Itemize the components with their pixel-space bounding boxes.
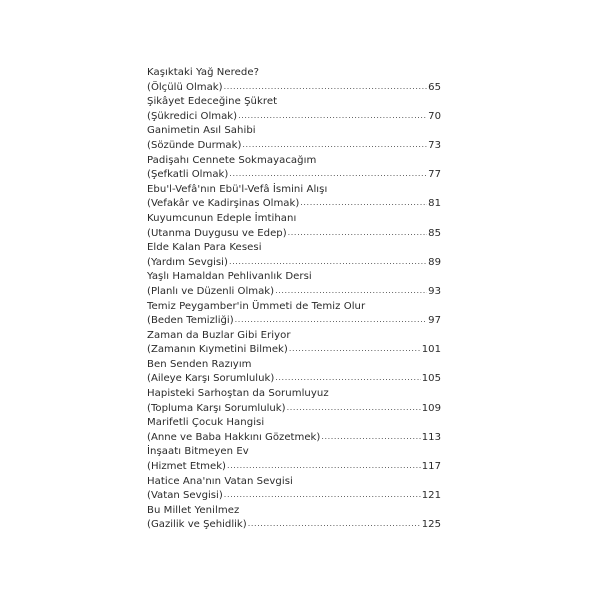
toc-entry-page-number: 81 <box>428 198 441 210</box>
toc-entry-title: Ben Senden Razıyım <box>147 358 252 370</box>
toc-entry-title: Hatice Ana'nın Vatan Sevgisi <box>147 475 293 487</box>
toc-entry-title: Kaşıktaki Yağ Nerede? <box>147 67 260 78</box>
toc-entry <box>147 241 441 270</box>
dot-leader <box>288 226 428 241</box>
toc-entry-subline <box>147 81 441 96</box>
toc-entry-subtitle: (Yardım Sevgisi) <box>147 256 228 268</box>
toc-entry-subtitle: (Şefkatli Olmak) <box>147 169 229 181</box>
toc-entry-subline <box>147 110 441 125</box>
toc-entry-subtitle: (Ölçülü Olmak) <box>147 81 223 93</box>
toc-entry-page-number: 73 <box>428 139 441 151</box>
toc-entry-page-number: 65 <box>428 81 441 93</box>
toc-entry-page-number: 77 <box>428 169 441 181</box>
dot-leader <box>321 430 420 445</box>
toc-entry-subtitle: (Topluma Karşı Sorumluluk) <box>147 402 286 414</box>
dot-leader <box>224 488 421 503</box>
toc-entry <box>147 358 441 387</box>
toc-entry-subtitle: (Vatan Sevgisi) <box>147 490 223 502</box>
toc-entry-subline <box>147 139 441 154</box>
toc-entry-subline <box>147 256 441 271</box>
toc-entry-subline <box>147 343 441 358</box>
toc-entry <box>147 154 441 183</box>
dot-leader <box>235 313 427 328</box>
toc-entry <box>147 445 441 474</box>
toc-entry-title: Kuyumcunun Edeple İmtihanı <box>147 212 297 224</box>
toc-entry-subline <box>147 460 441 475</box>
dot-leader <box>227 459 421 474</box>
toc-entry <box>147 95 441 124</box>
dot-leader <box>275 371 420 386</box>
toc-entry-subline <box>147 402 441 417</box>
toc-entry <box>147 329 441 358</box>
toc-entry <box>147 124 441 153</box>
dot-leader <box>229 255 427 270</box>
dot-leader <box>242 138 427 153</box>
toc-entry-title: Padişahı Cennete Sokmayacağım <box>147 154 317 166</box>
toc-entry-page-number: 117 <box>421 461 441 473</box>
toc-entry-title: Şikâyet Edeceğine Şükret <box>147 96 278 108</box>
toc-entry-subtitle: (Şükredici Olmak) <box>147 110 238 122</box>
toc-entry-page-number: 97 <box>428 315 441 327</box>
toc-entry-subtitle: (Beden Temizliği) <box>147 315 234 327</box>
toc-entry <box>147 475 441 504</box>
toc-entry-page-number: 93 <box>428 285 441 297</box>
toc-entry <box>147 270 441 299</box>
toc-entry-subtitle: (Anne ve Baba Hakkını Gözetmek) <box>147 431 321 443</box>
dot-leader <box>300 196 427 211</box>
toc-entry-page-number: 89 <box>428 256 441 268</box>
toc-entry-subline <box>147 314 441 329</box>
dot-leader <box>224 80 428 95</box>
toc-entry <box>147 416 441 445</box>
toc-entry-page-number: 125 <box>421 519 441 531</box>
toc-entry-subline <box>147 197 441 212</box>
toc-entry-subtitle: (Gazilik ve Şehidlik) <box>147 519 247 531</box>
toc-entry-page-number: 70 <box>428 110 441 122</box>
toc-entry-title: Zaman da Buzlar Gibi Eriyor <box>147 329 291 341</box>
toc-entry <box>147 300 441 329</box>
dot-leader <box>289 342 421 357</box>
toc-entry-subtitle: (Aileye Karşı Sorumluluk) <box>147 373 275 385</box>
toc-entry-subtitle: (Sözünde Durmak) <box>147 139 242 151</box>
toc-entry-page-number: 101 <box>421 344 441 356</box>
toc-entry-title: Hapisteki Sarhoştan da Sorumluyuz <box>147 388 329 400</box>
toc-entry <box>147 387 441 416</box>
dot-leader <box>248 517 421 532</box>
toc-entry-title: Bu Millet Yenilmez <box>147 504 240 516</box>
toc-entry-page-number: 85 <box>428 227 441 239</box>
toc-entry-title: Yaşlı Hamaldan Pehlivanlık Dersi <box>147 271 312 283</box>
toc-entry-page-number: 105 <box>421 373 441 385</box>
toc-entry <box>147 504 441 533</box>
toc-entry <box>147 183 441 212</box>
toc-entry-subline <box>147 168 441 183</box>
toc-entry-subline <box>147 227 441 242</box>
toc-entry-subtitle: (Planlı ve Düzenli Olmak) <box>147 285 275 297</box>
toc-entry <box>147 212 441 241</box>
toc-entry-page-number: 109 <box>421 402 441 414</box>
toc-entry-subline <box>147 372 441 387</box>
toc-entry-subtitle: (Hizmet Etmek) <box>147 461 227 473</box>
toc-entry-title: Temiz Peygamber'in Ümmeti de Temiz Olur <box>147 300 366 312</box>
toc-entry-subtitle: (Vefakâr ve Kadirşinas Olmak) <box>147 198 300 210</box>
toc-entry-subline <box>147 518 441 533</box>
table-of-contents <box>147 66 441 533</box>
toc-entry-subline <box>147 431 441 446</box>
toc-entry-title: İnşaatı Bitmeyen Ev <box>147 446 249 458</box>
toc-entry-title: Ganimetin Asıl Sahibi <box>147 125 256 137</box>
toc-entry-subline <box>147 489 441 504</box>
toc-entry-page-number: 113 <box>421 431 441 443</box>
dot-leader <box>229 167 427 182</box>
toc-entry-subline <box>147 285 441 300</box>
toc-entry-subtitle: (Zamanın Kıymetini Bilmek) <box>147 344 288 356</box>
toc-entry-title: Marifetli Çocuk Hangisi <box>147 417 265 429</box>
toc-entry-subtitle: (Utanma Duygusu ve Edep) <box>147 227 287 239</box>
toc-entry-title: Ebu'l-Vefâ'nın Ebü'l-Vefâ İsmini Alışı <box>147 183 328 195</box>
toc-entry <box>147 66 441 95</box>
dot-leader <box>238 109 427 124</box>
dot-leader <box>275 284 427 299</box>
dot-leader <box>287 401 421 416</box>
toc-entry-title: Elde Kalan Para Kesesi <box>147 242 262 254</box>
toc-entry-page-number: 121 <box>421 490 441 502</box>
